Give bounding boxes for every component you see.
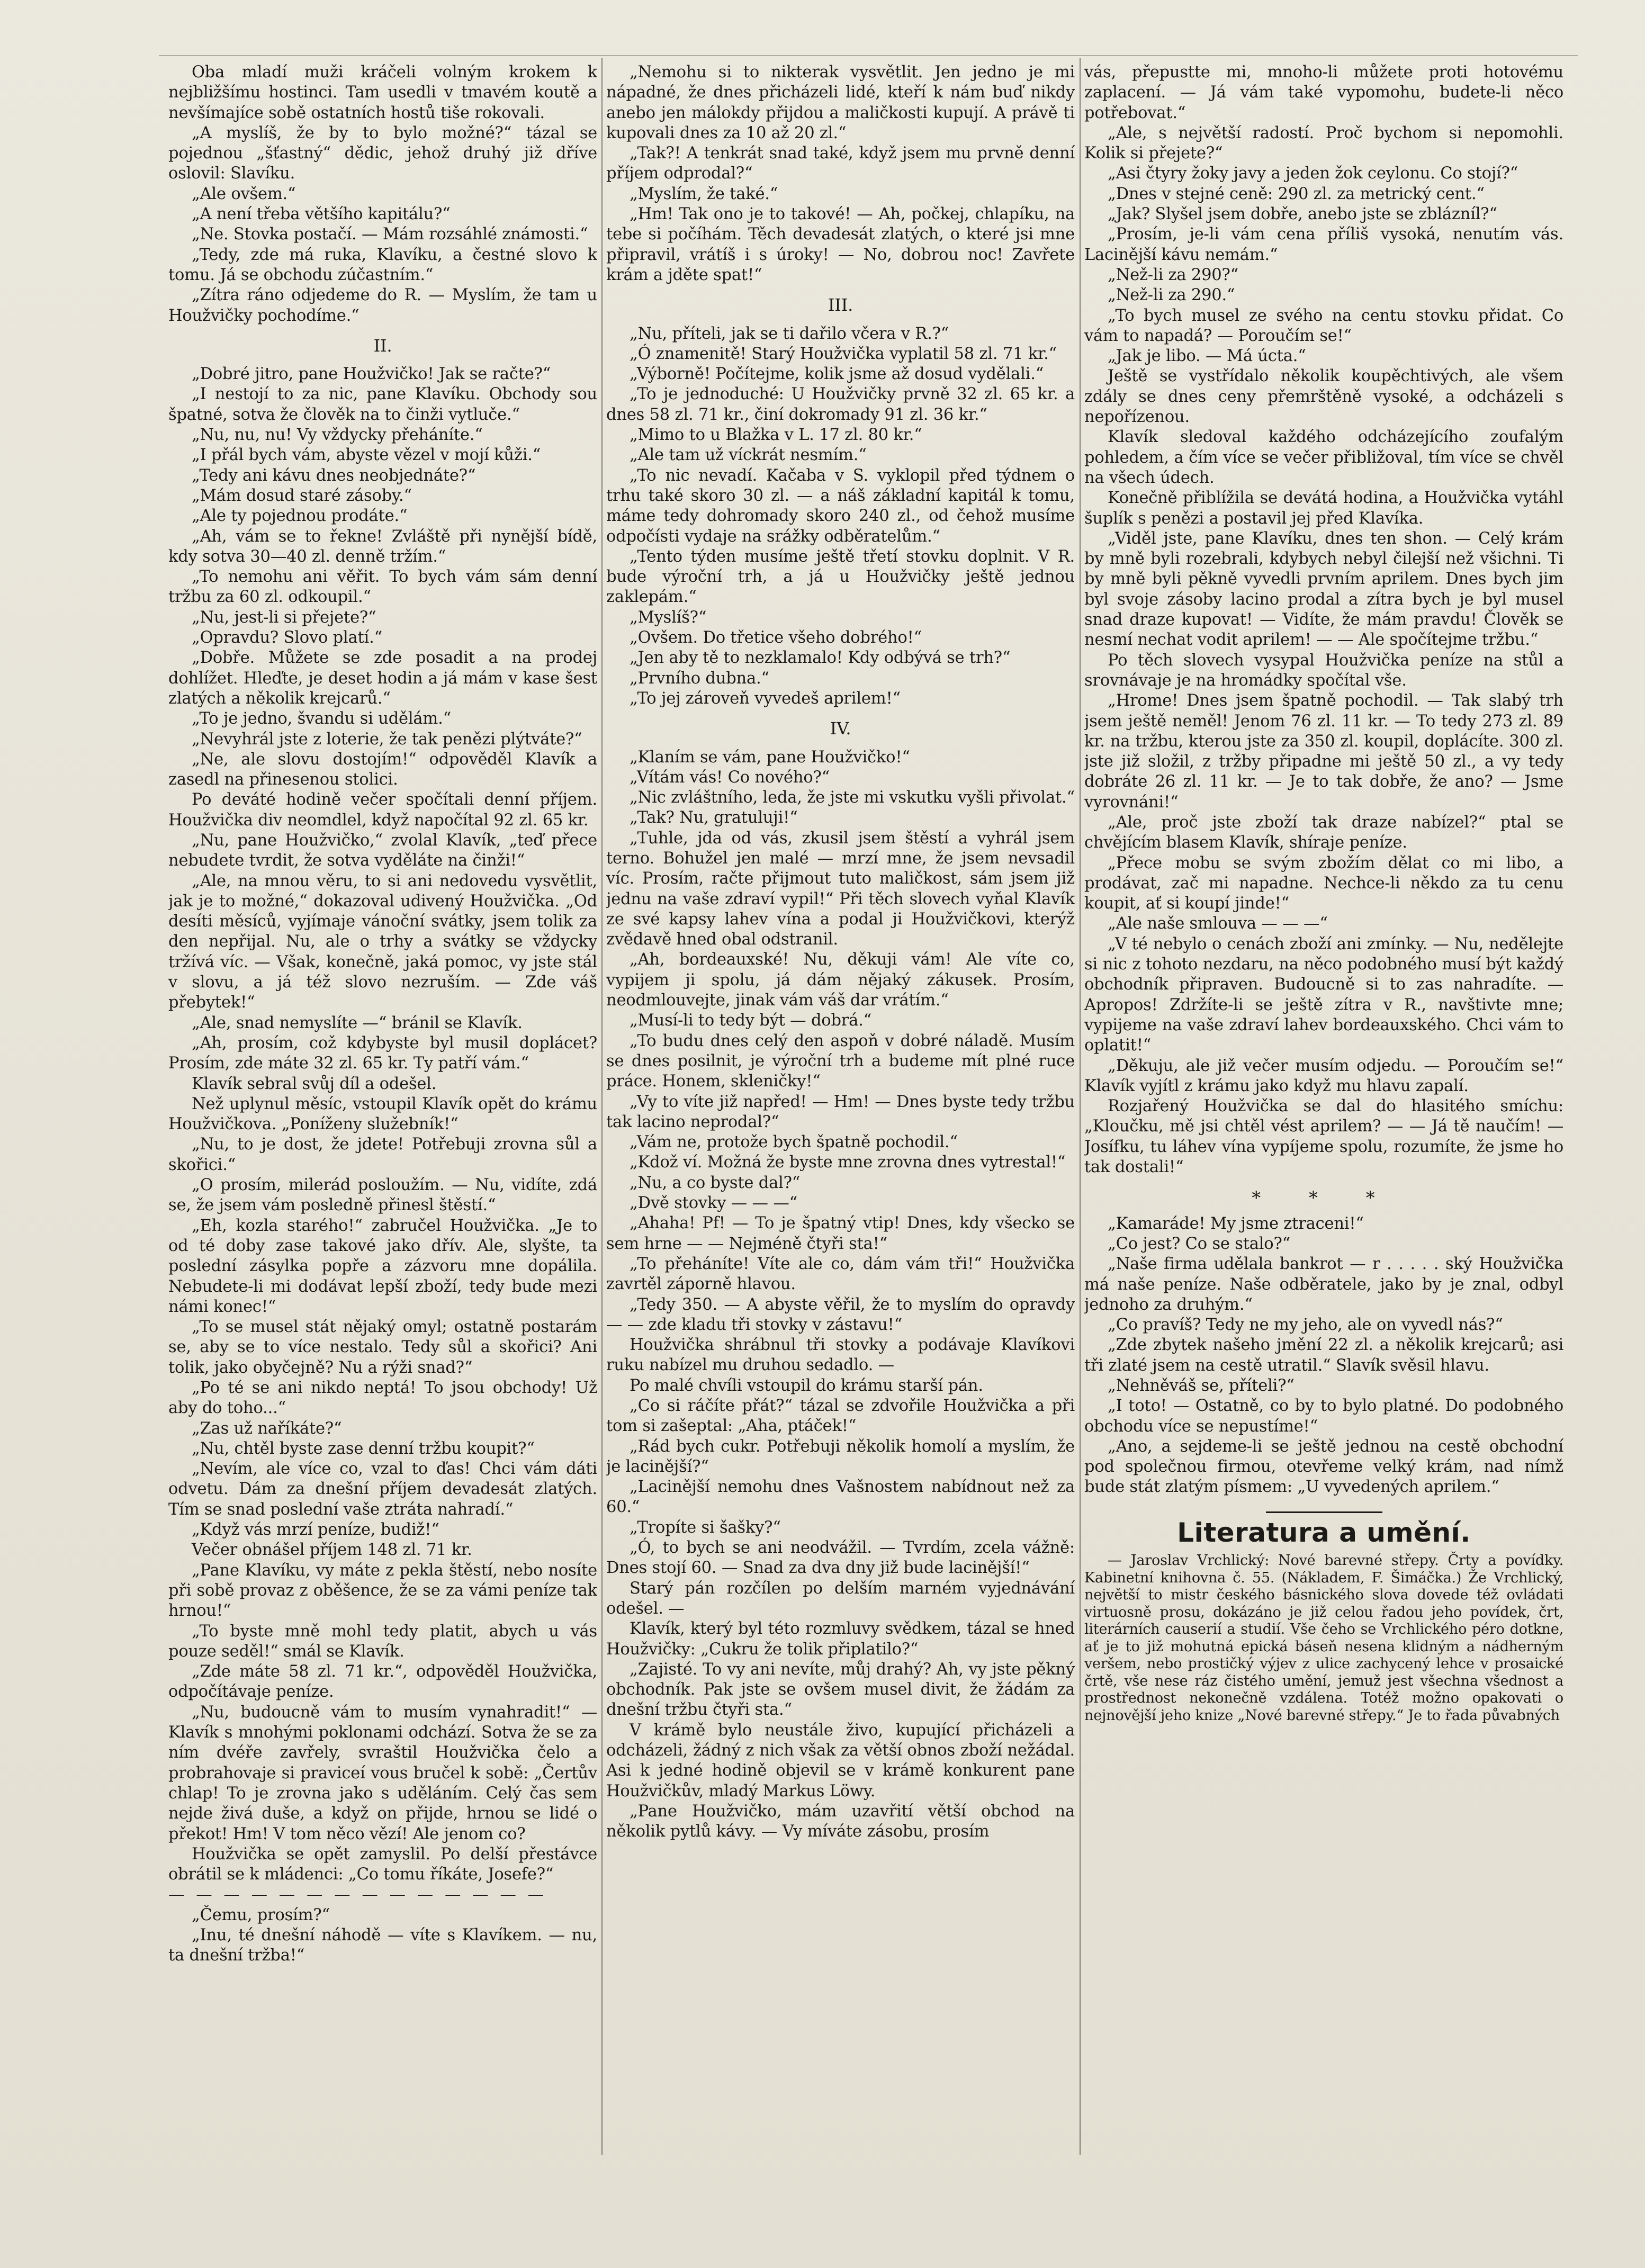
paragraph: „Děkuju, ale již večer musím odjedu. — Poroučím se!“ Klavík vyjítl z krámu jako když mu hlavu zapalí.	[1084, 1056, 1563, 1095]
paragraph: „Co jest? Co se stalo?“	[1108, 1234, 1291, 1253]
paragraph: „Ale, na mnou věru, to si ani nedovedu vysvětlit, jak je to možné,“ dokazoval udivený Houžvička. „Od desíti měsíců, vyjímaje vánoční svátky, jsem tolik za den nepřijal. Nu, ale o trhy a svátky se vždycky tržívá víc. — Však, konečně, jaká pomoc, vy jste stál v slovu, a já též slovo nezruším. — Zde váš přebytek!“	[168, 871, 597, 1012]
paragraph: „Nevyhrál jste z loterie, že tak penězi plýtváte?“	[192, 730, 582, 749]
paragraph: Houžvička se opět zamyslil. Po delší přestávce obrátil se k mládenci: „Co tomu říkáte, Josefe?“	[168, 1844, 597, 1884]
paragraph: „Nu, pane Houžvičko,“ zvolal Klavík, „teď přece nebudete tvrdit, že sotva vyděláte na činži!“	[168, 831, 597, 870]
paragraph: „Kamaráde! My jsme ztraceni!“	[1108, 1214, 1364, 1233]
paragraph: „Tedy, zde má ruka, Klavíku, a čestné slovo k tomu. Já se obchodu zúčastním.“	[168, 245, 597, 284]
paragraph: Večer obnášel příjem 148 zl. 71 kr.	[192, 1541, 472, 1560]
paragraph: „Prvního dubna.“	[630, 669, 769, 688]
paragraph: „Přece mobu se svým zbožím dělat co mi libo, a prodávat, zač mi napadne. Nechce-li někdo za tu cenu koupit, ať si koupí jinde!“	[1084, 853, 1563, 913]
paragraph: „Ó znamenitě! Starý Houžvička vyplatil 58 zl. 71 kr.“	[630, 344, 1057, 363]
paragraph: „Pane Klavíku, vy máte z pekla štěstí, nebo nosíte při sobě provaz z oběšence, že se za vámi peníze tak hrnou!“	[168, 1561, 597, 1621]
paragraph: Po deváté hodině večer spočítali denní příjem. Houžvička div neomdlel, když napočítal 92 zl. 65 kr.	[168, 790, 597, 830]
paragraph: „Nic zvláštního, leda, že jste mi vskutku vyšli přivolat.“	[630, 788, 1075, 807]
paragraph: „Ne. Stovka postačí. — Mám rozsáhlé známosti.“	[192, 225, 588, 244]
paragraph: „Inu, té dnešní náhodě — víte s Klavíkem. — nu, ta dnešní tržba!“	[168, 1926, 597, 1965]
section-heading: Literatura a umění.	[1177, 1517, 1471, 1548]
paragraph: „Vítám vás! Co nového?“	[630, 768, 830, 787]
paragraph: „To přeháníte! Víte ale co, dám vám tři!“ Houžvička zavrtěl záporně hlavou.	[606, 1254, 1075, 1294]
paragraph: „Rád bych cukr. Potřebuji několik homolí a myslím, že je lacinější?“	[606, 1437, 1075, 1476]
paragraph: „Ale, s největší radostí. Proč bychom si nepomohli. Kolik si přejete?“	[1084, 123, 1563, 163]
paragraph: „Ne, ale slovu dostojím!“ odpověděl Klavík a zasedl na přinesenou stolici.	[168, 750, 597, 789]
section-number: II.	[373, 335, 392, 356]
paragraph: „Zde máte 58 zl. 71 kr.“, odpověděl Houžvička, odpočítávaje peníze.	[168, 1662, 597, 1702]
paragraph: „Musí-li to tedy být — dobrá.“	[630, 1011, 872, 1030]
paragraph: „Mimo to u Blažka v L. 17 zl. 80 kr.“	[630, 426, 922, 445]
paragraph: Klavík sebral svůj díl a odešel.	[192, 1074, 437, 1093]
paragraph: „Ahaha! Pf! — To je špatný vtip! Dnes, kdy všecko se sem hrne — — Nejméně čtyři sta!“	[606, 1214, 1075, 1253]
paragraph: „Asi čtyry žoky javy a jeden žok ceylonu. Co stojí?“	[1108, 164, 1518, 183]
paragraph: „A není třeba většího kapitálu?“	[192, 205, 451, 224]
paragraph: „Nevím, ale více co, vzal to ďas! Chci vám dáti odvetu. Dám za dnešní příjem devadesát zlatých. Tím se snad poslední vaše ztráta nahradí.“	[168, 1460, 597, 1519]
paragraph: Po těch slovech vysypal Houžvička peníze na stůl a srovnávaje je na hromádky spočítal vše.	[1084, 651, 1563, 690]
paragraph: „To je jedno, švandu si udělám.“	[192, 709, 452, 728]
paragraph: „Ah, prosím, což kdybyste byl musil doplácet? Prosím, zde máte 32 zl. 65 kr. Ty patří vám.“	[168, 1033, 597, 1073]
paragraph: „Tak?! A tenkrát snad také, když jsem mu prvně denní příjem odprodal?“	[606, 144, 1075, 183]
paragraph: „Ah, vám se to řekne! Zvláště při nynější bídě, kdy sotva 30—40 zl. denně tržím.“	[168, 527, 597, 566]
paragraph: „Když vás mrzí peníze, budiž!“	[192, 1520, 439, 1540]
paragraph: „Dobře. Můžete se zde posadit a na prodej dohlížet. Hleďte, je deset hodin a já mám v kase šest zlatých a několik krejcarů.“	[168, 649, 597, 708]
paragraph: „Nemohu si to nikterak vysvětlit. Jen jedno je mi nápadné, že dnes přicházeli lidé, kteří k nám buď nikdy anebo jen málokdy přijdou a maličkosti kupují. A právě ti kupovali dnes za 10 až 20 zl.“	[606, 63, 1075, 142]
paragraph: „Vy to víte již napřed! — Hm! — Dnes byste tedy tržbu tak lacino neprodal?“	[606, 1092, 1075, 1131]
paragraph: Oba mladí muži kráčeli volným krokem k nejbližšímu hostinci. Tam usedli v tmavém koutě a nevšímajíce sobě ostatních hostů tiše rokovali.	[168, 63, 597, 122]
paragraph: „Zajisté. To vy ani nevíte, můj drahý? Ah, vy jste pěkný obchodník. Pak jste se ovšem musel divit, že žádám za dnešní tržbu čtyři sta.“	[606, 1660, 1075, 1720]
paragraph: „Prosím, je-li vám cena příliš vysoká, nenutím vás. Lacinější kávu nemám.“	[1084, 225, 1563, 264]
paragraph: „Ale ty pojednou prodáte.“	[192, 507, 408, 526]
paragraph: „Eh, kozla starého!“ zabručel Houžvička. „Je to od té doby zase takové jako dřív. Ale, slyšte, ta poslední zásylka popře a zázvoru mne dopálila. Nebudete-li mi dodávat lepší zboží, tedy bude mezi námi konec!“	[168, 1216, 597, 1316]
paragraph: „Viděl jste, pane Klavíku, dnes ten shon. — Celý krám by mně byli rozebrali, kdybych nebyl čilejší než všichni. Ti by mně byli pěkně vyvedli prvním aprilem. Dnes bych jim byl svoje zásoby lacino prodal a zítra bych je byl musel snad draze kupovat! — Vidíte, že mám pravdu! Člověk se nesmí nechat vodit aprilem! — — Ale spočítejme tržbu.“	[1084, 529, 1563, 650]
paragraph: „To nic nevadí. Kačaba v S. vyklopil před týdnem o trhu také skoro 30 zl. — a náš základní kapitál k tomu, máme tedy dohromady skoro 240 zl., od čehož musíme odpočísti vydaje na srážky odběratelům.“	[606, 466, 1075, 546]
paragraph: „Tento týden musíme ještě třetí stovku doplnit. V R. bude výroční trh, a já u Houžvičky ještě jednou zaklepám.“	[606, 547, 1075, 607]
column-1	[168, 62, 597, 2212]
paragraph: „Ovšem. Do třetice všeho dobrého!“	[630, 628, 922, 647]
paragraph: „Pane Houžvičko, mám uzavřití větší obchod na několik pytlů kávy. — Vy míváte zásobu, prosím	[606, 1802, 1075, 1841]
column-3	[1084, 62, 1563, 2212]
paragraph: „Co si ráčíte přát?“ tázal se zdvořile Houžvička a při tom si zašeptal: „Aha, ptáček!“	[606, 1397, 1075, 1436]
paragraph: „Myslím, že také.“	[630, 184, 778, 203]
paragraph: „Nehněváš se, příteli?“	[1108, 1376, 1295, 1395]
paragraph: „Ano, a sejdeme-li se ještě jednou na cestě obchodní pod společnou firmou, otevřeme velký krám, nad nímž bude stát zlatým písmem: „U vyvedených aprilem.“	[1084, 1437, 1563, 1497]
paragraph: „Myslíš?“	[630, 608, 707, 627]
paragraph: „Zas už naříkáte?“	[192, 1419, 342, 1438]
paragraph: „Lacinější nemohu dnes Vašnostem nabídnout než za 60.“	[606, 1478, 1075, 1517]
top-rule	[159, 55, 1578, 56]
paragraph: „Nu, budoucně vám to musím vynahradit!“ — Klavík s mnohými poklonami odchází. Sotva že se za ním dvéře zavřely, svraštil Houžvička čelo a probrahovaje si praviceí vous bručel k sobě: „Čertův chlap! To je zrovna jako s uděláním. Celý čas sem nejde živá duše, a když on přijde, hrnou se lidé o překot! Hm! V tom něco vězí! Ale jenom co?	[168, 1703, 597, 1843]
paragraph: „To bych musel ze svého na centu stovku přidat. Co vám to napadá? — Poroučím se!“	[1084, 306, 1563, 345]
paragraph: „Hm! Tak ono je to takové! — Ah, počkej, chlapíku, na tebe si počíhám. Těch devadesát zlatých, o které jsi mne připravil, vrátíš i s úroky! — No, dobrou noc! Zavřete krám a jděte spat!“	[606, 205, 1075, 284]
paragraph: „Kdož ví. Možná že byste mne zrovna dnes vytrestal!“	[630, 1153, 1066, 1172]
paragraph: „Zítra ráno odjedeme do R. — Myslím, že tam u Houžvičky pochodíme.“	[168, 286, 597, 325]
paragraph: „Jen aby tě to nezklamalo! Kdy odbývá se trh?“	[630, 649, 1011, 668]
paragraph: „Tuhle, jda od vás, zkusil jsem štěstí a vyhrál jsem terno. Bohužel jen malé — mrzí mne, že jsem nevsadil víc. Prosím, račte přijmout tuto maličkost, sám jsem již jednu na vaše zdraví vypil!“ Při těch slovech vyňal Klavík ze své kapsy lahev vína a podal ji Houžvičkovi, kterýž zvědavě hned obal odstranil.	[606, 829, 1075, 949]
section-number: IV.	[830, 718, 851, 739]
paragraph: „Dnes v stejné ceně: 290 zl. za metrický cent.“	[1108, 184, 1485, 203]
paragraph: „Tedy ani kávu dnes neobjednáte?“	[192, 466, 476, 485]
column-rule	[1080, 58, 1081, 2155]
paragraph: „Ale, snad nemyslíte —“ bránil se Klavík.	[192, 1013, 523, 1032]
paragraph: „I toto! — Ostatně, co by to bylo platné. Do podobného obchodu více se nepustíme!“	[1084, 1397, 1563, 1436]
paragraph: „Čemu, prosím?“	[192, 1905, 330, 1924]
paragraph: Konečně přiblížila se devátá hodina, a Houžvička vytáhl šuplík s penězi a postavil jej před Klavíka.	[1084, 489, 1563, 528]
paragraph: Klavík, který byl této rozmluvy svědkem, tázal se hned Houžvičky: „Cukru že tolik připlatilo?“	[606, 1619, 1075, 1659]
paragraph: „A myslíš, že by to bylo možné?“ tázal se pojednou „šťastný“ dědic, jehož druhý již dříve oslovil: Slavíku.	[168, 123, 597, 183]
paragraph: „Nu, to je dost, že jdete! Potřebuji zrovna sůl a skořici.“	[168, 1135, 597, 1174]
dash-separator: — — — — — — — — — — — — — —	[168, 1885, 547, 1904]
paragraph: Houžvička shrábnul tři stovky a podávaje Klavíkovi ruku nabízel mu druhou sedadlo. —	[606, 1336, 1075, 1375]
paragraph: V krámě bylo neustále živo, kupující přicházeli a odcházeli, žádný z nich však za větší obnos zboží nežádal. Asi k jedné hodině objevil se v krámě konkurent pane Houžvičkův, mladý Markus Löwy.	[606, 1721, 1075, 1801]
paragraph: „Výborně! Počítejme, kolik jsme až dosud vydělali.“	[630, 365, 1044, 384]
paragraph: „Dvě stovky — — —“	[630, 1194, 798, 1213]
paragraph: „Jak je libo. — Má úcta.“	[1108, 347, 1306, 366]
paragraph: „Hrome! Dnes jsem špatně pochodil. — Tak slabý trh jsem ještě neměl! Jenom 76 zl. 11 kr. — To tedy 273 zl. 89 kr. na tržbu, kterou jste za 350 zl. koupil, doplácíte. 300 zl. jste již složil, z tržby připadne mi ještě 50 zl., a vy tedy dobráte 26 zl. 11 kr. — Je to tak dobře, že ano? — Jsme vyrovnáni!“	[1084, 691, 1563, 812]
paragraph: „Nu, jest-li si přejete?“	[192, 608, 376, 627]
column-rule	[601, 58, 603, 2155]
paragraph: „Mám dosud staré zásoby.“	[192, 486, 412, 505]
paragraph: „Opravdu? Slovo platí.“	[192, 628, 383, 647]
paragraph: „Po té se ani nikdo neptá! To jsou obchody! Už aby do toho...“	[168, 1379, 597, 1418]
horizontal-rule	[1266, 1511, 1382, 1513]
paragraph: vás, přepustte mi, mnoho-li můžete proti hotovému zaplacení. — Já vám také vypomohu, budete-li něco potřebovat.“	[1084, 63, 1563, 122]
paragraph: „Ó, to bych se ani neodvážil. — Tvrdím, zcela vážně: Dnes stojí 60. — Snad za dva dny již bude lacinější!“	[606, 1538, 1075, 1578]
paragraph: „To je jednoduché: U Houžvičky prvně 32 zl. 65 kr. a dnes 58 zl. 71 kr., činí dokromady 91 zl. 36 kr.“	[606, 385, 1075, 424]
paragraph: Rozjařený Houžvička se dal do hlasitého smíchu: „Kloučku, mě jsi chtěl vést aprilem? — — Já tě naučím! — Josífku, tu láhev vína vypíjeme spolu, rozumíte, že jsme ho tak dostali!“	[1084, 1097, 1563, 1177]
paragraph: „Vám ne, protože bych špatně pochodil.“	[630, 1133, 958, 1152]
paragraph: „Tak? Nu, gratuluji!“	[630, 808, 798, 827]
section-number: III.	[828, 295, 853, 316]
paragraph: „Co pravíš? Tedy ne my jeho, ale on vyvedl nás?“	[1108, 1316, 1503, 1335]
paragraph: „I nestojí to za nic, pane Klavíku. Obchody sou špatné, sotva že člověk na to činži vytluče.“	[168, 385, 597, 424]
paragraph: „Nu, chtěl byste zase denní tržbu koupit?“	[192, 1439, 535, 1458]
paragraph: „Jak? Slyšel jsem dobře, anebo jste se zblázníl?“	[1108, 205, 1497, 224]
paragraph: „Nu, nu, nu! Vy vždycky přeháníte.“	[192, 426, 483, 445]
paragraph: Starý pán rozčílen po delším marném vyjednávání odešel. —	[606, 1579, 1075, 1618]
paragraph: „I přál bych vám, abyste vězel v mojí kůži.“	[192, 446, 541, 465]
paragraph: „To jej zároveň vyvedeš aprilem!“	[630, 689, 901, 708]
paragraph: „To budu dnes celý den aspoň v dobré náladě. Musím se dnes posilnit, je výroční trh a budeme mít plné ruce práce. Honem, skleničky!“	[606, 1031, 1075, 1091]
paragraph: „Ah, bordeauxské! Nu, děkuji vám! Ale víte co, vypijem ji spolu, já dám nějaký zákusek. Prosím, neodmlouvejte, jinak vám váš dar vrátím.“	[606, 950, 1075, 1010]
paragraph: „Nu, příteli, jak se ti dařilo včera v R.?“	[630, 324, 949, 343]
review-paragraph: — Jaroslav Vrchlický: Nové barevné střepy. Črty a povídky. Kabinetní knihovna č. 55. (Nákladem, F. Šimáčka.) Že Vrchlický, největší to mistr českého básnického slova dovede též ovládati virtuosně prosu, dokázáno je již celou řadou jeho povídek, črt, literárních causerií a studií. Vše čeho se Vrchlického péro dotkne, ať je to již mohutná epická báseň nesena klidným a nádherným veršem, nebo prostičký výjev z ulice zachycený lehce v prosaické črtě, vše nese ráz čistého umění, jemuž jest všechna všednost a prostřednost nekonečně vzdálena. Totéž možno opakovati o nejnovější jeho knize „Nové barevné střepy.“ Je to řada půvabných	[1084, 1552, 1563, 1724]
paragraph: „Ale ovšem.“	[192, 184, 296, 203]
paragraph: „Tropíte si šašky?“	[630, 1518, 781, 1537]
paragraph: „Než-li za 290?“	[1108, 265, 1239, 284]
paragraph: „Ale tam už víckrát nesmím.“	[630, 446, 867, 465]
paragraph: „Naše firma udělala bankrot — r . . . . . ský Houžvička má naše peníze. Naše odběratele, jako by je znal, odbyl jednoho za druhým.“	[1084, 1255, 1563, 1314]
paragraph: „Ale, proč jste zboží tak draze nabízel?“ ptal se chvějícím blasem Klavík, shíraje peníze.	[1084, 813, 1563, 852]
column-2	[606, 62, 1075, 2212]
paragraph: „Dobré jitro, pane Houžvičko! Jak se račte?“	[192, 365, 551, 384]
paragraph: Po malé chvíli vstoupil do krámu starší pán.	[630, 1376, 983, 1395]
paragraph: „Zde zbytek našeho jmění 22 zl. a několik krejcarů; asi tři zlaté jsem na cestě utratil.“ Slavík svěsil hlavu.	[1084, 1336, 1563, 1375]
paragraph: „O prosím, milerád posloužím. — Nu, vidíte, zdá se, že jsem vám posledně přinesl štěstí.“	[168, 1176, 597, 1215]
paragraph: Klavík sledoval každého odcházejícího zoufalým pohledem, a čím více se večer přibližoval, tím více se chvěl na všech údech.	[1084, 428, 1563, 487]
paragraph: „Než-li za 290.“	[1108, 286, 1235, 305]
paragraph: Ještě se vystřídalo několik koupěchtivých, ale všem zdály se dnes ceny přemrštěně vysoké, a odcházeli s nepořízenou.	[1084, 367, 1563, 427]
paragraph: „Tedy 350. — A abyste věřil, že to myslím do opravdy — — zde kladu tři stovky v zástavu!“	[606, 1295, 1075, 1334]
paragraph: „Klaním se vám, pane Houžvičko!“	[630, 748, 910, 767]
paragraph: „Nu, a co byste dal?“	[630, 1173, 801, 1192]
paragraph: Než uplynul měsíc, vstoupil Klavík opět do krámu Houžvičkova. „Poníženy služebník!“	[168, 1094, 597, 1134]
paragraph: „To nemohu ani věřit. To bych vám sám denní tržbu za 60 zl. odkoupil.“	[168, 568, 597, 607]
star-separator: * * *	[1252, 1187, 1396, 1209]
paragraph: „To byste mně mohl tedy platit, abych u vás pouze seděl!“ smál se Klavík.	[168, 1622, 597, 1661]
paragraph: „V té nebylo o cenách zboží ani zmínky. — Nu, nedělejte si nic z tohoto nezdaru, na něco podobného musí být každý obchodník připraven. Budoucně si to zas nahradíte. — Apropos! Zdržíte-li se ještě zítra v R., navštivte mne; vypijeme na vaše zdraví lahev bordeauxského. Chci vám to oplatit!“	[1084, 934, 1563, 1055]
paragraph: „To se musel stát nějaký omyl; ostatně postarám se, aby se to více nestalo. Tedy sůl a skořici? Ani tolik, jako obyčejně? Nu a rýži snad?“	[168, 1318, 597, 1377]
paragraph: „Ale naše smlouva — — —“	[1108, 914, 1328, 933]
